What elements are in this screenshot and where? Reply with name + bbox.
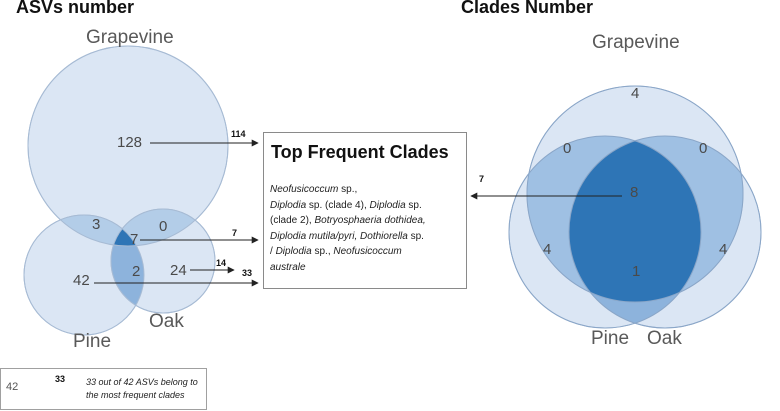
box-line: [270, 213, 464, 229]
taxon-name: Neofusicoccum: [333, 246, 402, 257]
right-count-oak-only: 4: [719, 241, 728, 258]
left-count-grapevine-oak: 0: [159, 218, 168, 235]
right-oak-label: Oak: [647, 328, 682, 349]
left-oak-label: Oak: [149, 311, 184, 332]
right-count-pine-oak: 1: [632, 263, 641, 280]
right-arrow-label: 7: [479, 174, 485, 184]
right-pine-label: Pine: [591, 328, 630, 349]
left-count-pine-only: 42: [73, 272, 90, 289]
taxon-name: Diplodia: [369, 199, 406, 211]
taxon-name: Diplodia mutila/pyri, Dothiorella: [270, 230, 408, 242]
right-count-all-three: 8: [630, 184, 639, 201]
right-count-grapevine-oak: 0: [699, 140, 708, 157]
taxon-name: Botryosphaeria dothidea,: [314, 215, 426, 226]
box-title: Top Frequent Clades: [271, 142, 449, 162]
right-count-grapevine-only: 4: [631, 85, 640, 102]
clade-text: /: [270, 246, 276, 257]
box-line: [270, 244, 464, 260]
box-line: [270, 198, 464, 214]
taxon-name: australe: [270, 261, 306, 273]
left-count-pine-oak: 2: [132, 263, 141, 280]
arrow-label-oak: 14: [216, 258, 227, 268]
clade-text: sp.: [405, 199, 422, 211]
taxon-name: Neofusicoccum: [270, 184, 339, 195]
right-grapevine-label: Grapevine: [592, 32, 680, 53]
right-count-grapevine-pine: 0: [563, 140, 572, 157]
left-count-grapevine-pine: 3: [92, 216, 101, 233]
clade-text: (clade 2),: [270, 215, 315, 226]
top-frequent-clades-box: [263, 132, 467, 289]
left-count-oak-only: 24: [170, 262, 187, 279]
clade-text: sp.,: [338, 184, 358, 195]
clade-text: sp.: [407, 230, 424, 242]
taxon-name: Diplodia: [275, 246, 312, 257]
clade-text: sp. (clade 4),: [306, 199, 370, 211]
left-venn: [24, 46, 228, 335]
legend-example-value: 42: [6, 381, 19, 393]
left-count-all-three: 7: [130, 231, 139, 248]
legend-text: 33 out of 42 ASVs belong to the most frequent clades: [86, 377, 198, 400]
box-line: [270, 260, 464, 276]
box-clade-list: [270, 182, 464, 275]
right-panel-title: Clades Number: [461, 0, 594, 17]
right-venn: [509, 86, 761, 328]
taxon-name: Diplodia: [270, 199, 307, 211]
left-grapevine-label: Grapevine: [86, 27, 174, 48]
right-count-pine-only: 4: [543, 241, 552, 258]
left-pine-label: Pine: [73, 331, 112, 352]
box-line: [270, 229, 464, 245]
left-count-grapevine-only: 128: [117, 134, 143, 151]
box-line: [270, 182, 464, 198]
arrow-label-pine: 33: [242, 268, 253, 278]
left-panel-title: ASVs number: [16, 0, 135, 17]
arrow-label-grapevine: 114: [231, 129, 246, 139]
arrow-label-center: 7: [232, 228, 238, 238]
clade-text: sp.,: [311, 246, 334, 257]
legend-example-arrow-label: 33: [55, 374, 66, 384]
